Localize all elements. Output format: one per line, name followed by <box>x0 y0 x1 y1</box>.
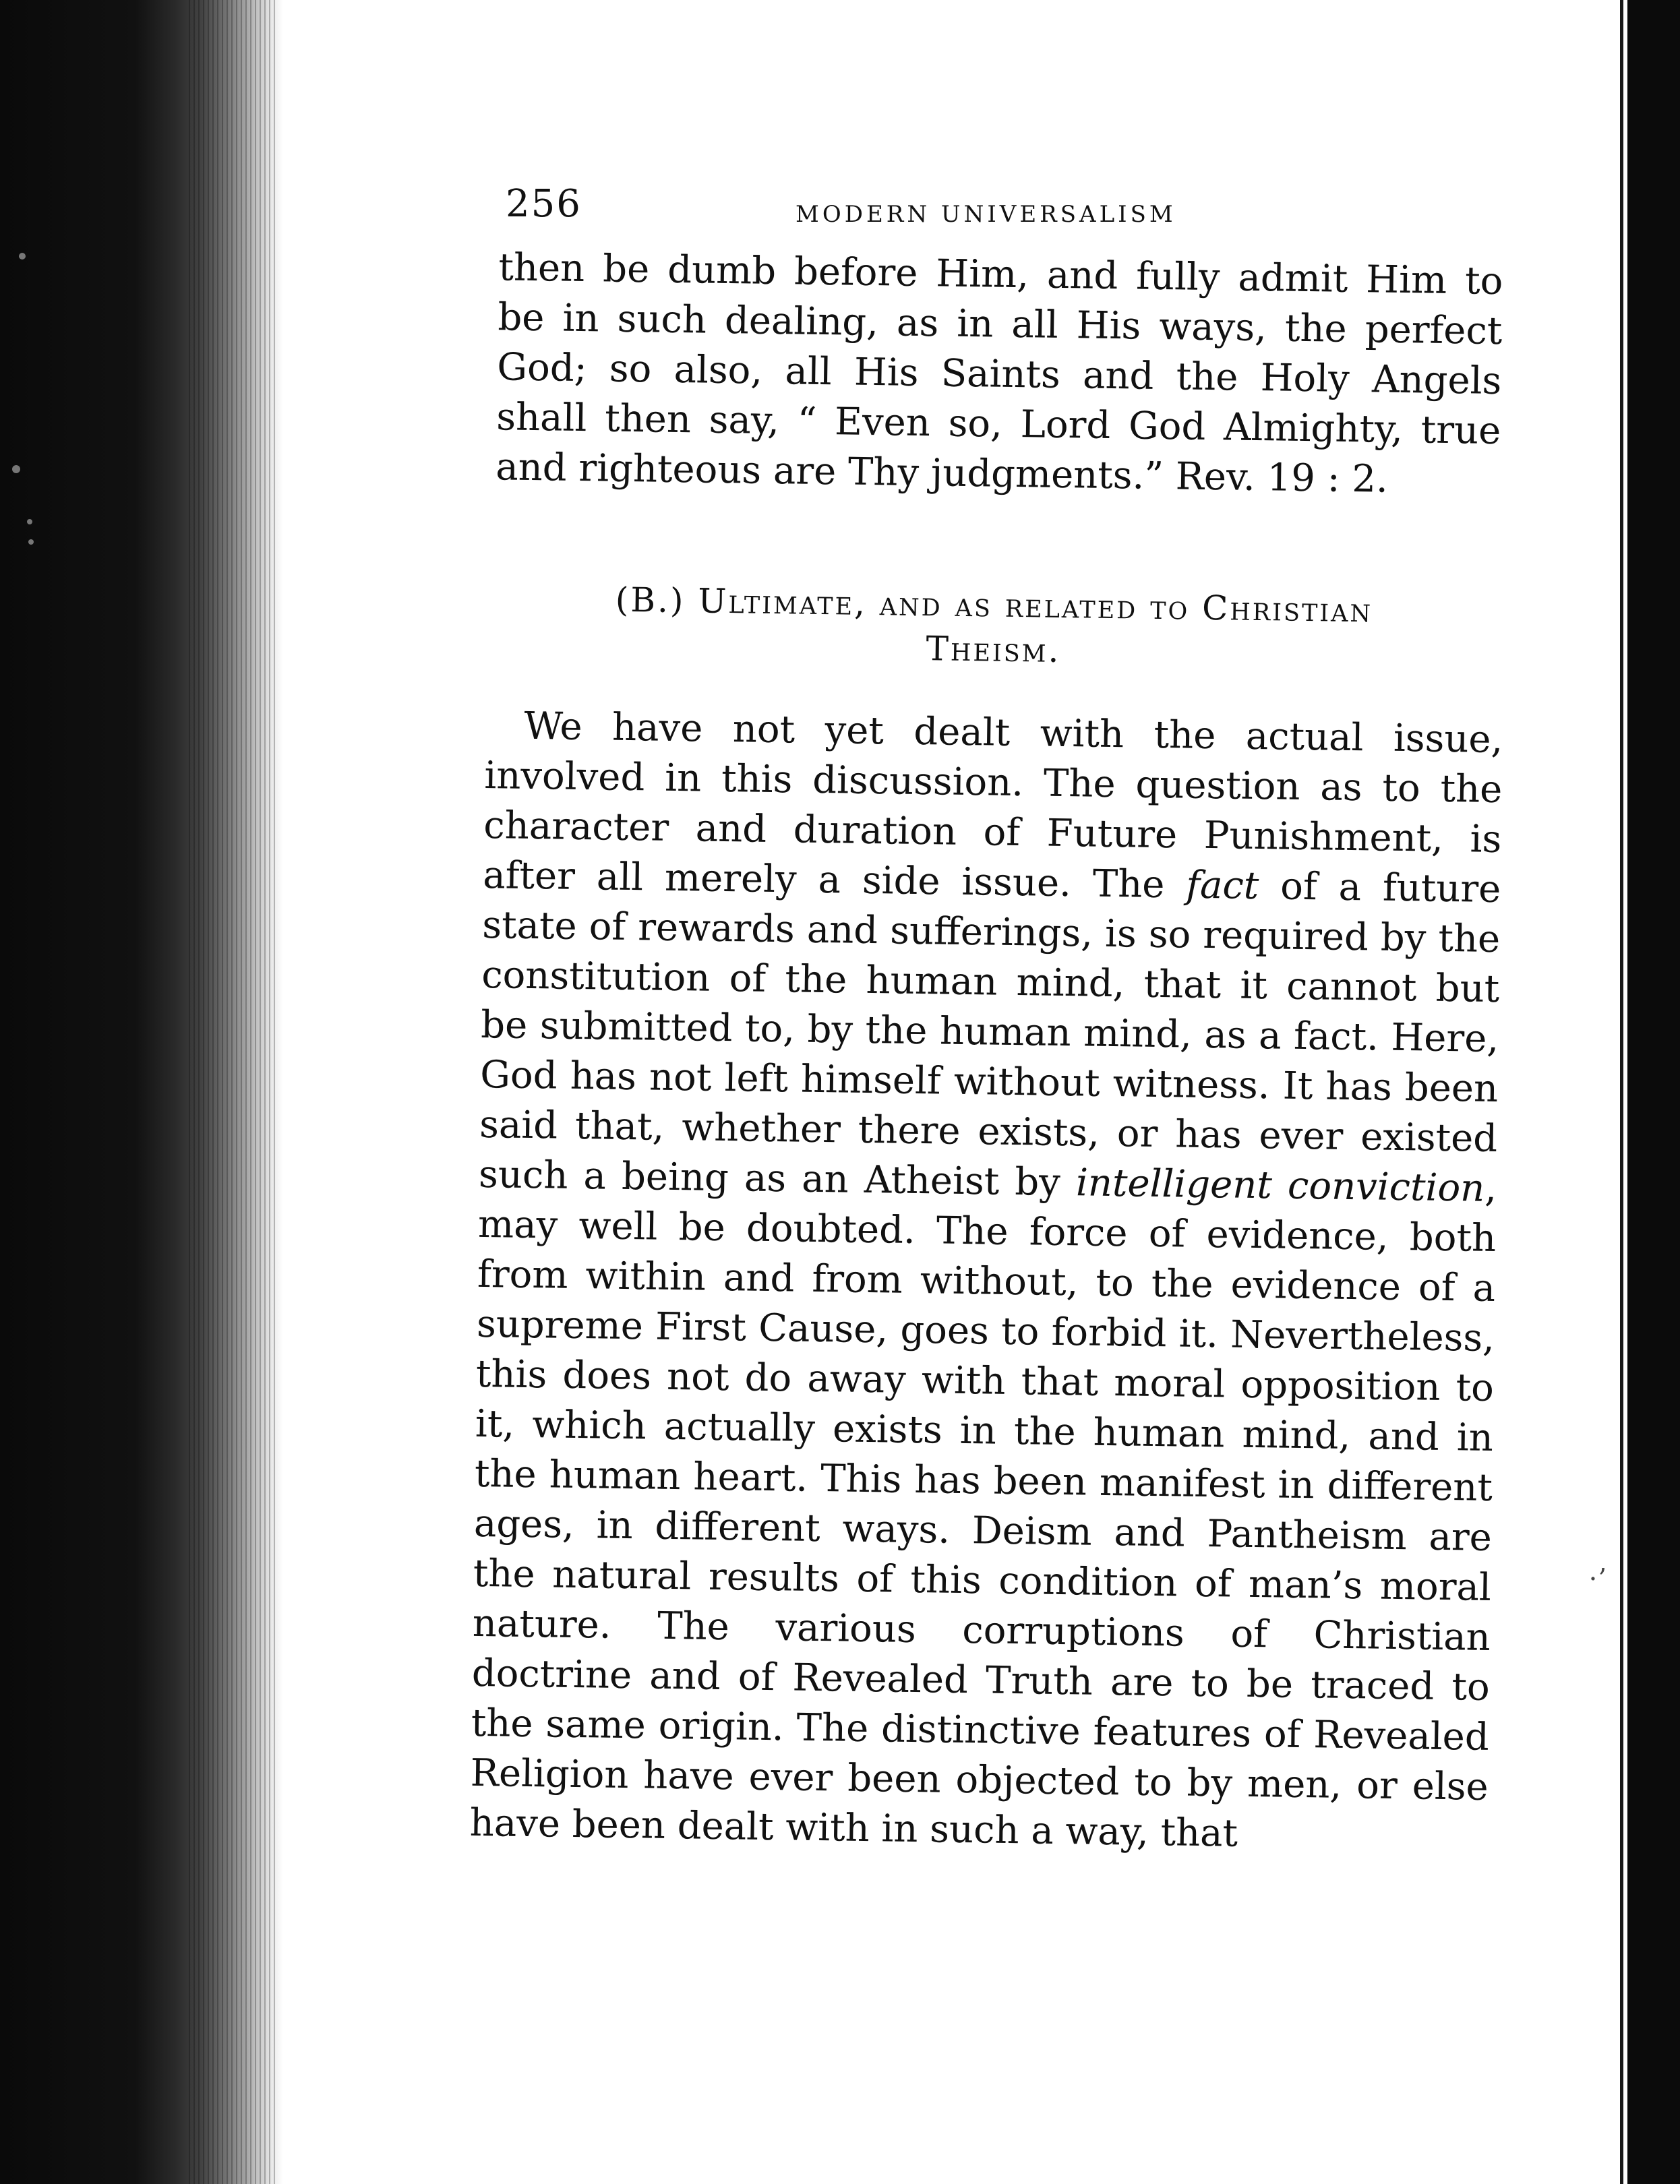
scan-mark: ·ʼ <box>1588 1564 1606 1595</box>
page-edges <box>189 0 276 2184</box>
paragraph-main-part-3: , may well be doubted. The force of evidence, both from within and from without, to the evidence of a supreme First Cause, goes to forbid it. Nevertheless, this does not do away with that moral opposition to it, which actually exists in the human mind, and in the human heart. This has been manifest in different ages, in different ways. Deism and Pantheism are the natural results of this condition of man’s moral nature. The various corruptions of Christian doctrine and of Revealed Truth are to be traced to the same origin. The distinctive features of Revealed Religion have ever been objected to by men, or else have been dealt with in such a way, that <box>469 1166 1497 1856</box>
page-number: 256 <box>506 182 582 226</box>
section-heading <box>484 576 1503 678</box>
paragraph-continuation: then be dumb before Him, and fully admit Him to be in such dealing, as in all His ways, the perfect God; so also, all His Saints and the Holy Angels shall then say, “ Even so, Lord God Almighty, true and righteous are Thy judgments.” Rev. 19 : 2. <box>495 245 1503 502</box>
section-heading-line-1: (B.) Ultimate, and as related to Christian <box>615 580 1373 630</box>
right-page-edge-line <box>1620 0 1623 2184</box>
paragraph-main <box>469 701 1503 1862</box>
paragraph-main-part-1: We have not yet dealt with the actual issue, involved in this discussion. The question as to the character and duration of Future Punishment, is after all merely a side issue. The <box>482 704 1503 907</box>
scan-speck <box>12 465 20 473</box>
paragraph-main-part-2: of a future state of rewards and sufferings, is so required by the constitution of the human mind, that it cannot but be submitted to, by the human mind, as a fact. Here, God has not left himself without witness. It has been said that, whether there exists, or has ever existed such a being as an Atheist by <box>478 864 1501 1205</box>
right-page-edge <box>1627 0 1680 2184</box>
running-head: MODERN UNIVERSALISM <box>796 201 1176 228</box>
scan-speck <box>19 253 26 260</box>
emphasis-fact: fact <box>1185 863 1259 909</box>
section-heading-line-2: Theism. <box>926 629 1061 670</box>
emphasis-intelligent-conviction: intelligent conviction <box>1075 1161 1485 1211</box>
scan-speck <box>28 539 34 545</box>
page-header <box>485 169 1503 243</box>
book-page <box>469 169 1503 2110</box>
scan-speck <box>27 519 32 524</box>
